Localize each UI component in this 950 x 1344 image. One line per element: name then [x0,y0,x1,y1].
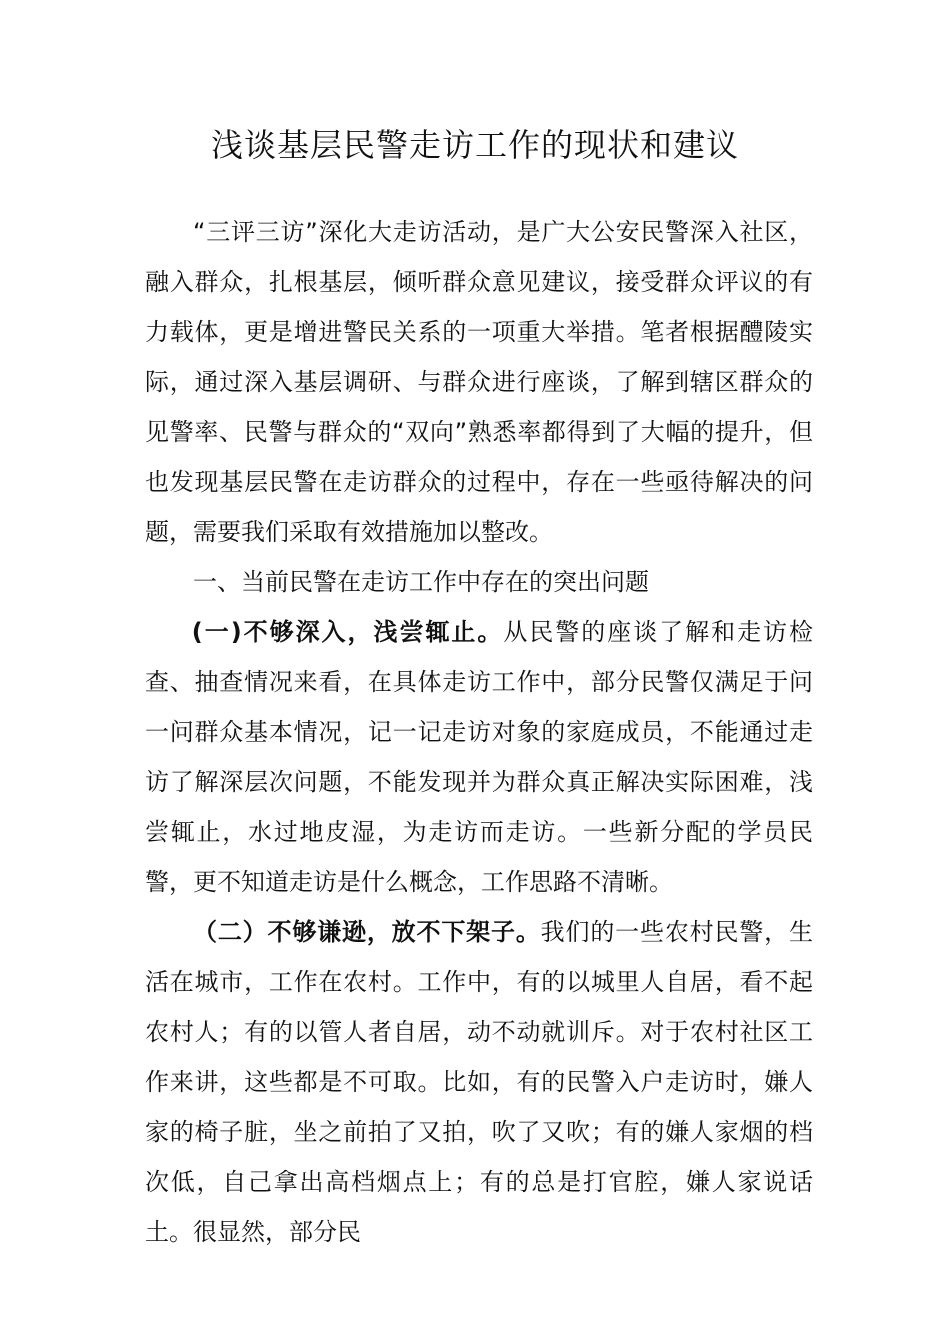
document-title: 浅谈基层民警走访工作的现状和建议 [210,126,739,165]
item-2-text: 我们的一些农村民警，生活在城市，工作在农村。工作中，有的以城里人自居，看不起农村人；有的以管人者自居，动不动就训斥。对于农村社区工作来讲，这些都是不可取。比如，有的民警入户走访时，嫌人家的椅子脏，坐之前拍了又拍，吹了又吹；有的嫌人家烟的档次低，自己拿出高档烟点上；有的总是打官腔，嫌人家说话土。很显然，部分民 [145,918,814,1246]
item-2-paragraph [145,907,813,1257]
intro-paragraph: “三评三访”深化大走访活动，是广大公安民警深入社区，融入群众，扎根基层，倾听群众意见建议，接受群众评议的有力载体，更是增进警民关系的一项重大举措。笔者根据醴陵实际，通过深入基层调研、与群众进行座谈，了解到辖区群众的见警率、民警与群众的“双向”熟悉率都得到了大幅的提升，但也发现基层民警在走访群众的过程中，存在一些亟待解决的问题，需要我们采取有效措施加以整改。 [145,218,813,546]
item-2-lead: （二）不够谦逊，放不下架子。 [193,918,541,946]
item-1-text: 从民警的座谈了解和走访检查、抽查情况来看，在具体走访工作中，部分民警仅满足于问一问群众基本情况，记一记走访对象的家庭成员，不能通过走访了解深层次问题，不能发现并为群众真正解决实际困难，浅尝辄止，水过地皮湿，为走访而走访。一些新分配的学员民警，更不知道走访是什么概念，工作思路不清晰。 [145,618,814,896]
section-heading: 一、当前民警在走访工作中存在的突出问题 [193,568,649,596]
item-1-lead: (一)不够深入，浅尝辄止。 [191,618,504,646]
document-body [145,207,813,1257]
item-1-paragraph [145,607,813,907]
